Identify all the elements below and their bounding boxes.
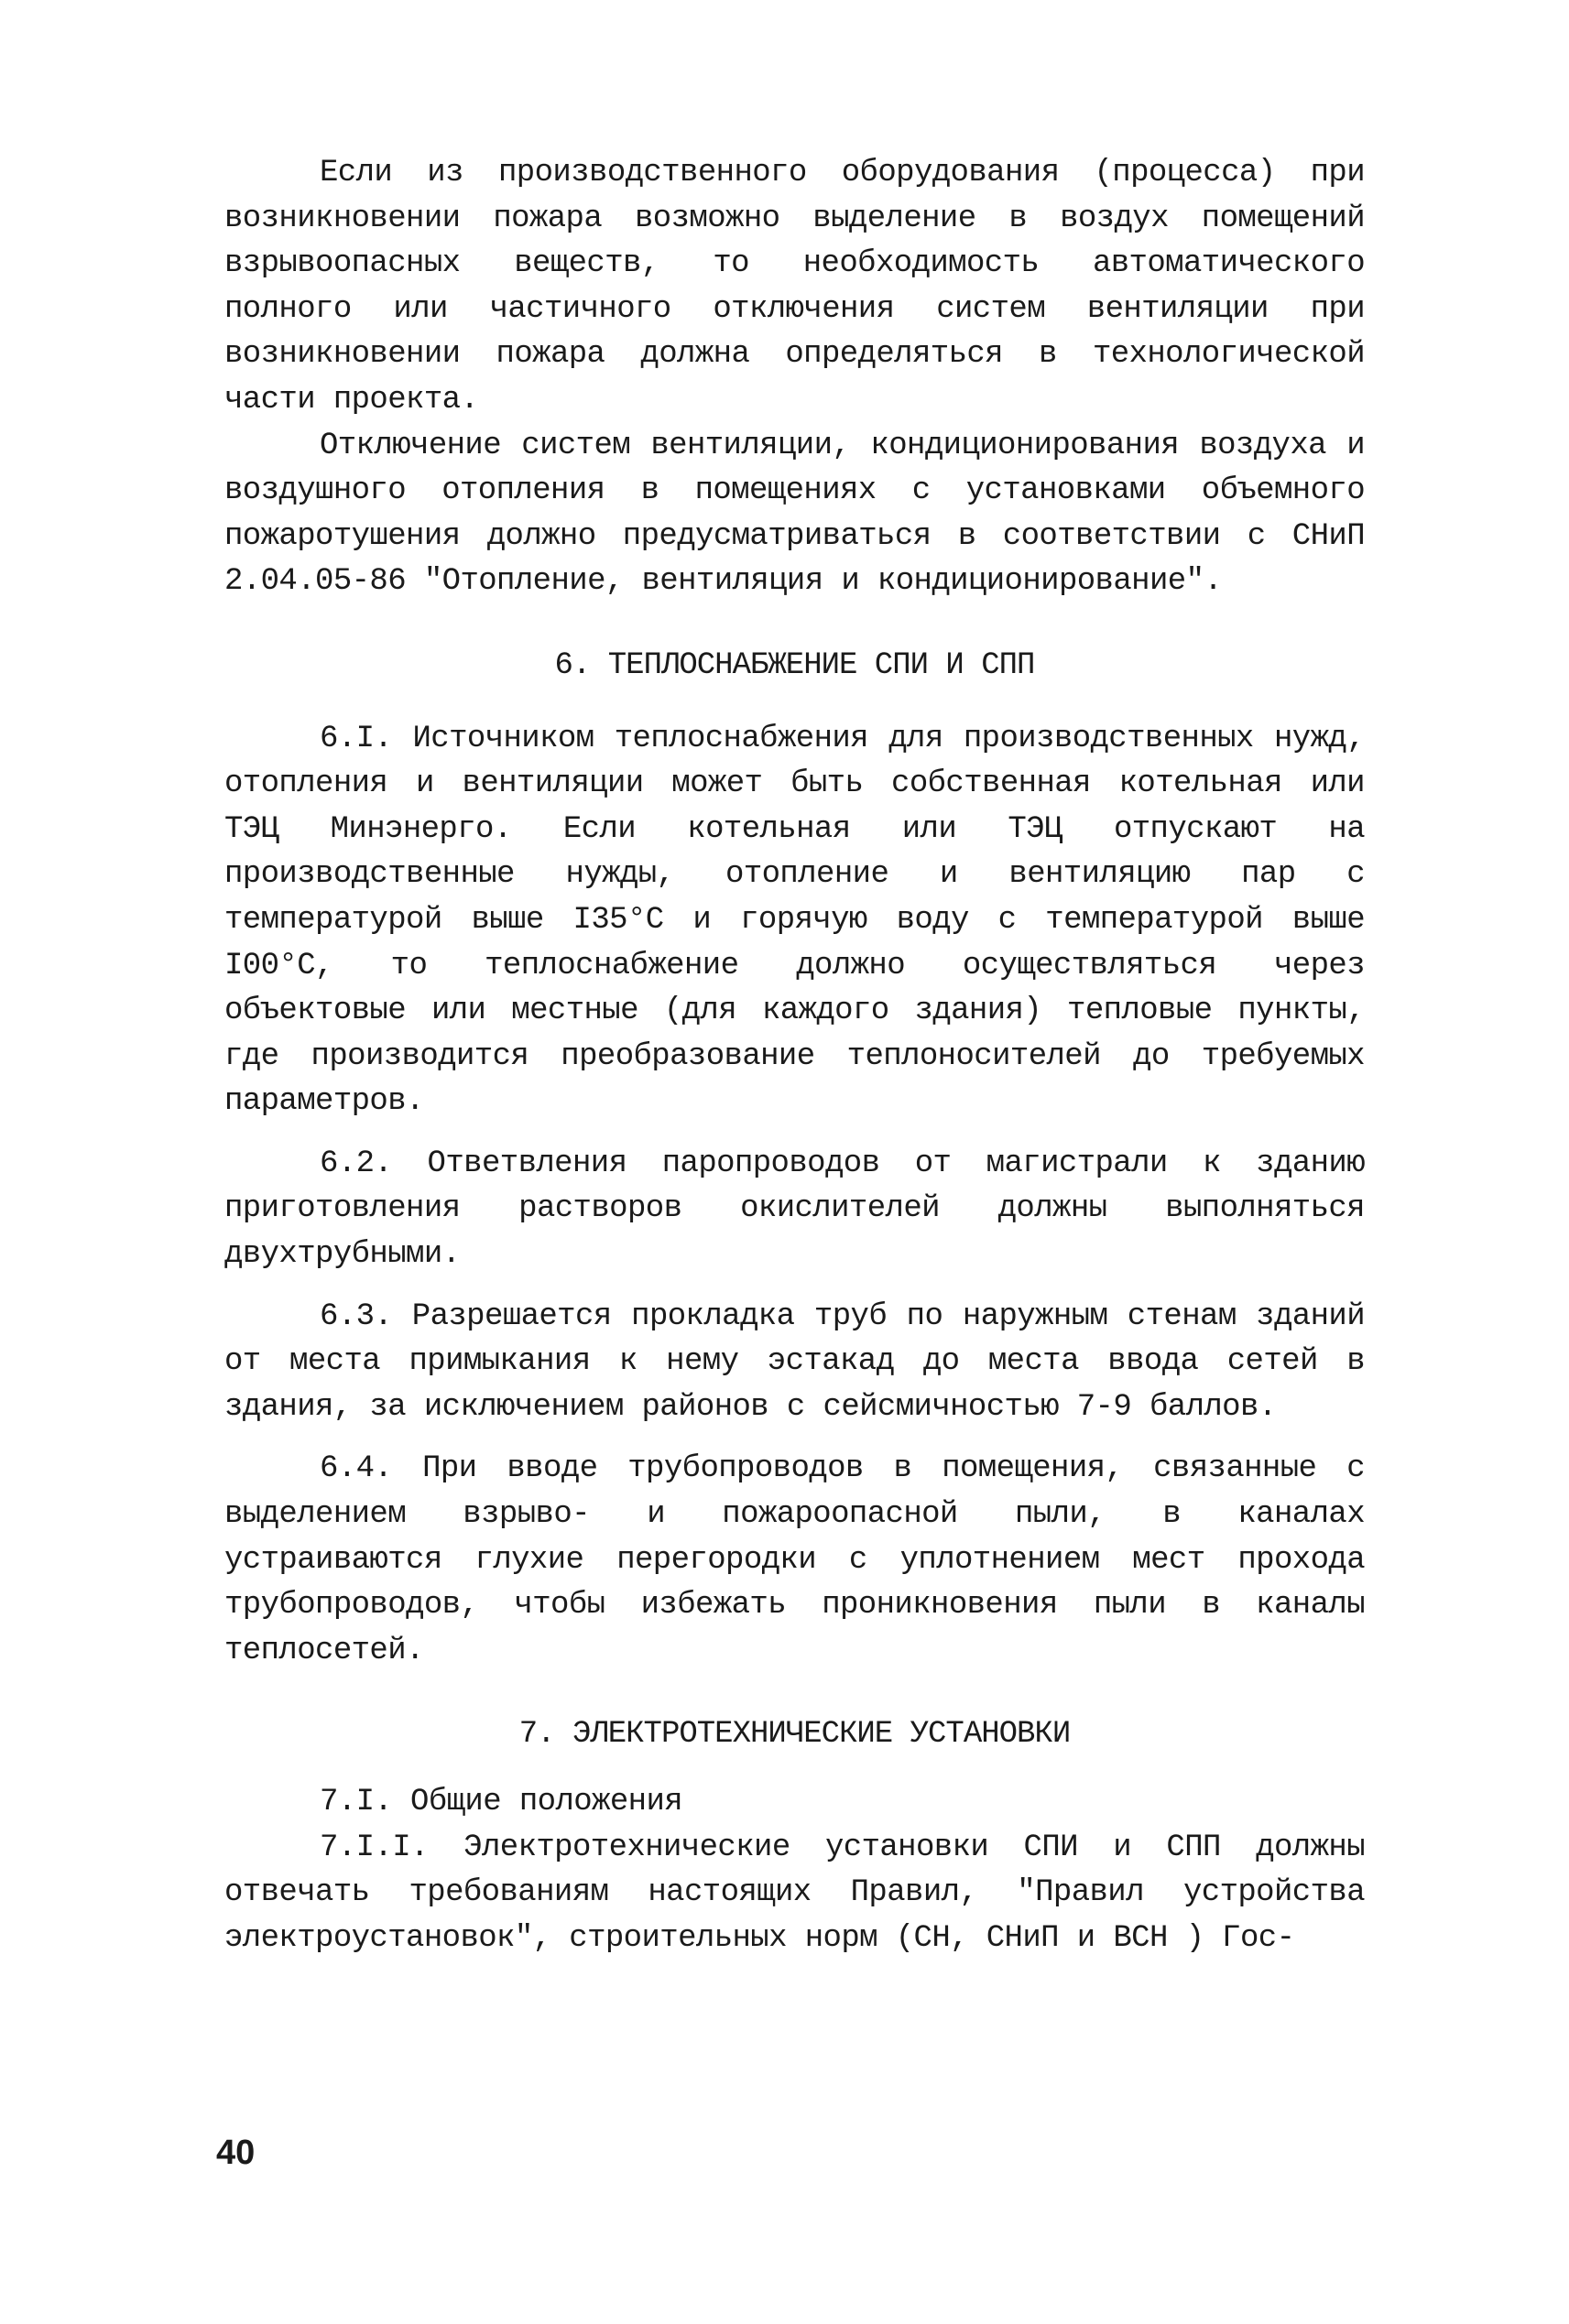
page-number: 40 [216,2134,256,2172]
clause-6-4: 6.4. При вводе трубопроводов в помещения, связанные с выделением взрыво- и пожароопасной пыли, в каналах устраиваются глухие перегородки с уплотнением мест прохода трубопроводов, чтобы избежать проникновения пыли в каналы теплосетей. [224,1451,1365,1668]
paragraph-ventilation-shutdown: Если из производственного оборудования (процесса) при возникновении пожара возможно выделение в воздух помещений взрывоопасных веществ, то необходимость автоматического полного или частичного отключения систем вентиляции при возникновении пожара должна определяться в технологической части проекта. [224,156,1365,418]
paragraph-extinguishing-ventilation: Отключение систем вентиляции, кондиционирования воздуха и воздушного отопления в помещениях с установками объемного пожаротушения должно предусматриваться в соответствии с СНиП 2.04.05-86 "Отопление, вентиляция и кондиционирование". [224,428,1365,600]
section-6-heading: 6. ТЕПЛОСНАБЖЕНИЕ СПИ И СПП [554,647,1035,683]
section-7-1-subheading: 7.I. Общие положения [320,1785,683,1819]
page-body [224,151,1365,1961]
clause-6-3: 6.3. Разрешается прокладка труб по наружным стенам зданий от места примыкания к нему эстакад до места ввода сетей в здания, за исключением районов с сейсмичностью 7-9 баллов. [224,1298,1365,1425]
clause-7-1-1: 7.I.I. Электротехнические установки СПИ и СПП должны отвечать требованиям настоящих Правил, "Правил устройства электроустановок", строительных норм (СН, СНиП и ВСН ) Гос- [224,1830,1365,1956]
section-7-heading: 7. ЭЛЕКТРОТЕХНИЧЕСКИЕ УСТАНОВКИ [518,1717,1071,1753]
clause-6-1: 6.I. Источником теплоснабжения для производственных нужд, отопления и вентиляции может быть собственная котельная или ТЭЦ Минэнерго. Если котельная или ТЭЦ отпускают на производственные нужды, отопление и вентиляцию пар с температурой выше I35°С и горячую воду с температурой выше I00°С, то теплоснабжение должно осуществляться через объектовые или местные (для каждого здания) тепловые пункты, где производится преобразование теплоносителей до требуемых параметров. [224,721,1365,1120]
clause-6-2: 6.2. Ответвления паропроводов от магистрали к зданию приготовления растворов окислителей должны выполняться двухтрубными. [224,1146,1365,1273]
